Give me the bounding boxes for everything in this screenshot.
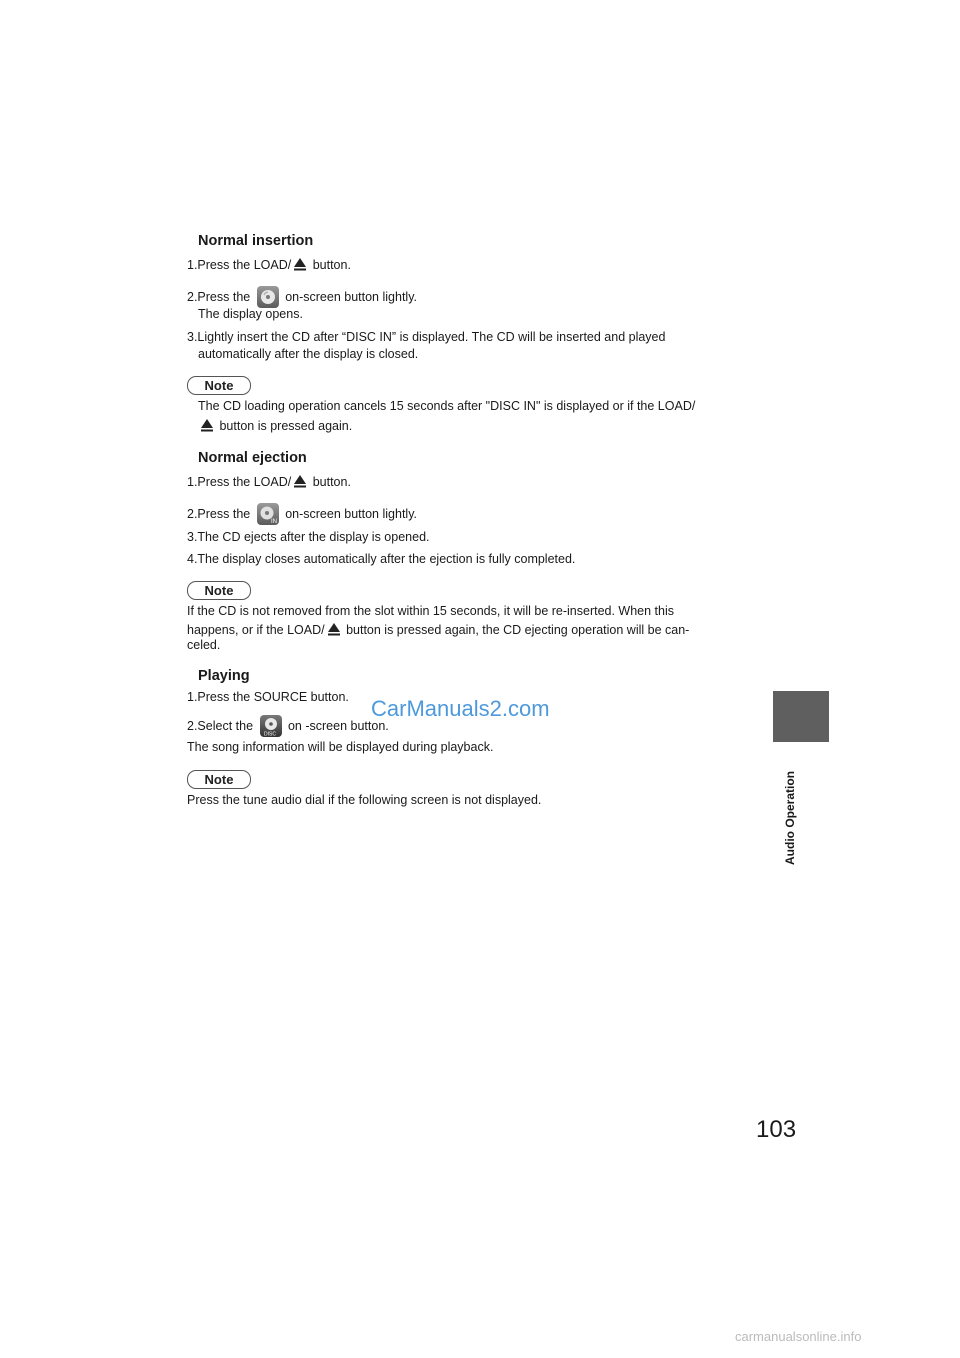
eject-icon-label: IN: [270, 519, 277, 525]
ejection-step-1-tail: button.: [312, 475, 351, 489]
ejection-step-1: [187, 474, 351, 490]
playing-step-2-tail: on -screen button.: [287, 719, 389, 733]
disc-source-icon: [260, 715, 282, 737]
ejection-note-text-2: [187, 622, 689, 638]
ejection-note-part-1: happens, or if the LOAD/: [187, 623, 325, 637]
insertion-note-text-cont: [198, 418, 352, 434]
ejection-step-2-tail: on-screen button lightly.: [285, 507, 417, 521]
disc-icon-label: DISC: [263, 731, 276, 737]
ejection-note-text-3: celed.: [187, 638, 221, 652]
ejection-step-3: 3.The CD ejects after the display is opened.: [187, 530, 430, 544]
insertion-step-2: [187, 286, 417, 308]
watermark-carmanualsonline: carmanualsonline.info: [735, 1329, 862, 1344]
section-heading-normal-ejection: Normal ejection: [198, 450, 307, 466]
insertion-step-3: 3.Lightly insert the CD after “DISC IN” is displayed. The CD will be inserted and played: [187, 330, 666, 344]
section-heading-normal-insertion: Normal insertion: [198, 233, 314, 249]
disc-load-icon: [257, 286, 279, 308]
insertion-note-text: The CD loading operation cancels 15 seconds after "DISC IN" is displayed or if the LOAD/: [198, 399, 696, 413]
playing-step-3: The song information will be displayed during playback.: [187, 740, 494, 754]
insertion-step-1-tail: button.: [312, 258, 351, 272]
note-badge: Note: [187, 581, 251, 600]
insertion-step-3-cont: automatically after the display is closed.: [198, 347, 419, 361]
ejection-note-part-2: button is pressed again, the CD ejecting operation will be can-: [346, 623, 690, 637]
playing-note-text: Press the tune audio dial if the following screen is not displayed.: [187, 793, 542, 807]
page-number: 103: [756, 1116, 797, 1143]
insertion-step-1-text: 1.Press the LOAD/: [187, 258, 292, 272]
disc-eject-icon: [257, 503, 279, 525]
ejection-step-1-text: 1.Press the LOAD/: [187, 475, 292, 489]
insertion-note-tail: button is pressed again.: [219, 419, 353, 433]
ejection-step-2-text: 2.Press the: [187, 507, 251, 521]
ejection-step-4: 4.The display closes automatically after the ejection is fully completed.: [187, 552, 576, 566]
insertion-step-2-tail: on-screen button lightly.: [285, 290, 417, 304]
insertion-step-2-text: 2.Press the: [187, 290, 251, 304]
insertion-step-2-result: The display opens.: [198, 307, 303, 321]
ejection-note-text: If the CD is not removed from the slot within 15 seconds, it will be re-inserted. When this: [187, 604, 675, 618]
chapter-tab: [773, 691, 829, 742]
chapter-label: Audio Operation: [783, 771, 797, 865]
insertion-step-1: [187, 257, 351, 273]
section-heading-playing: Playing: [198, 668, 250, 684]
eject-icon: [293, 257, 307, 271]
playing-step-2-text: 2.Select the: [187, 719, 254, 733]
eject-icon: [293, 474, 307, 488]
eject-icon: [327, 622, 341, 636]
playing-step-2: [187, 715, 389, 737]
ejection-step-2: [187, 503, 417, 525]
playing-step-1: 1.Press the SOURCE button.: [187, 690, 349, 704]
watermark-carmanuals2: CarManuals2.com: [371, 696, 550, 721]
eject-icon: [200, 418, 214, 432]
note-badge: Note: [187, 770, 251, 789]
note-badge: Note: [187, 376, 251, 395]
